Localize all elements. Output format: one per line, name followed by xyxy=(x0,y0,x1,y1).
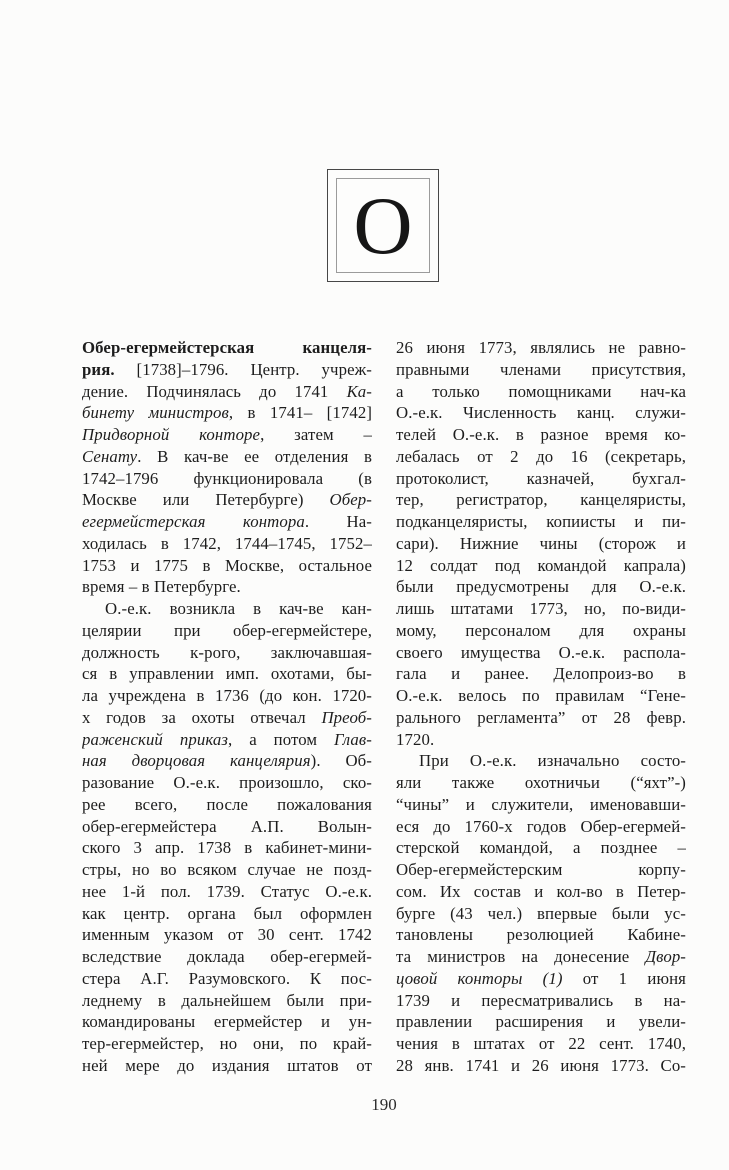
text-line xyxy=(396,663,686,685)
text-run: леднему в дальнейшем были при- xyxy=(82,990,372,1010)
text-run: Обер-егермейстерская канцеля- xyxy=(82,338,372,357)
text-run: правными членами присутствия, xyxy=(396,359,686,379)
text-line xyxy=(82,576,372,598)
text-run: 28 янв. 1741 и 26 июня 1773. Со- xyxy=(396,1055,686,1075)
text-run: тер-егермейстер, но они, по край- xyxy=(82,1034,372,1053)
text-line xyxy=(396,859,686,881)
text-line xyxy=(396,446,686,468)
text-run: Придворной конторе xyxy=(82,425,261,444)
text-run: 1720. xyxy=(396,729,435,749)
text-line xyxy=(82,794,372,816)
text-run: бурге (43 чел.) впервые были ус- xyxy=(396,903,686,923)
text-run: Ка- xyxy=(346,381,372,401)
text-line xyxy=(396,642,686,664)
text-run: обер-егермейстера А.П. Волын- xyxy=(82,816,372,836)
text-line xyxy=(82,968,372,990)
text-line xyxy=(82,381,372,403)
page-number: 190 xyxy=(371,1095,397,1114)
text-line xyxy=(396,837,686,859)
text-line xyxy=(82,555,372,577)
text-line xyxy=(82,729,372,751)
text-run: 1742–1796 функционировала (в xyxy=(82,468,372,488)
text-line xyxy=(82,837,372,859)
section-letter: О xyxy=(353,179,413,271)
text-run: 1739 и пересматривались в на- xyxy=(396,990,686,1010)
text-line xyxy=(82,511,372,533)
text-run: ходилась в 1742, 1744–1745, 1752– xyxy=(82,533,372,553)
text-line xyxy=(396,1055,686,1077)
text-run: 26 июня 1773, являлись не равно- xyxy=(396,338,686,357)
text-line xyxy=(396,424,686,446)
text-run: рия. xyxy=(82,359,115,379)
text-run: раженский приказ xyxy=(82,729,228,749)
text-run: подканцеляристы, копиисты и пи- xyxy=(396,512,686,531)
text-line xyxy=(396,729,686,751)
text-line xyxy=(82,446,372,468)
text-run: При О.-е.к. изначально состо- xyxy=(419,751,686,771)
text-line xyxy=(396,555,686,577)
text-line xyxy=(82,598,372,620)
text-run: нее 1-й пол. 1739. Статус О.-е.к. xyxy=(82,881,372,901)
text-run: , затем – xyxy=(260,425,372,444)
text-line xyxy=(396,576,686,598)
text-run: , в 1741– [1742] xyxy=(228,403,372,423)
text-line xyxy=(396,707,686,729)
text-run: лишь штатами 1773, но, по-види- xyxy=(396,599,686,618)
text-run: ная дворцовая канцелярия xyxy=(82,751,311,771)
text-line xyxy=(396,533,686,555)
text-line xyxy=(82,402,372,424)
text-line xyxy=(396,685,686,707)
text-line xyxy=(396,990,686,1012)
text-run: Двор- xyxy=(645,947,686,966)
section-letter-box xyxy=(327,169,439,282)
text-run: еся до 1760-х годов Обер-егермей- xyxy=(396,816,686,836)
text-line xyxy=(396,489,686,511)
text-run: целярии при обер-егермейстере, xyxy=(82,620,372,640)
text-line xyxy=(82,620,372,642)
text-run: как центр. органа был оформлен xyxy=(82,903,372,923)
section-letter-inner-frame xyxy=(336,178,430,273)
text-line xyxy=(82,642,372,664)
text-line xyxy=(396,620,686,642)
text-run: сом. Их состав и кол-во в Петер- xyxy=(396,881,686,901)
text-run: были предусмотрены для О.-е.к. xyxy=(396,577,686,597)
text-line xyxy=(396,511,686,533)
text-run: рального регламента” от 28 февр. xyxy=(396,707,686,727)
text-run: телей О.-е.к. в разное время ко- xyxy=(396,425,686,444)
text-run: тер, регистратор, канцеляристы, xyxy=(396,490,686,510)
text-run: стерской командой, а позднее – xyxy=(396,838,686,858)
text-line xyxy=(82,1055,372,1077)
text-run: Москве или Петербурге) xyxy=(82,490,330,510)
text-run: та министров на донесение xyxy=(396,947,646,966)
text-line xyxy=(82,359,372,381)
text-line xyxy=(82,663,372,685)
text-run: ла учреждена в 1736 (до кон. 1720- xyxy=(82,686,372,705)
text-run: 1753 и 1775 в Москве, остальное xyxy=(82,555,372,575)
text-line xyxy=(82,1011,372,1033)
text-run: своего имущества О.-е.к. распола- xyxy=(396,642,686,662)
text-run: стера А.Г. Разумовского. К пос- xyxy=(82,968,372,988)
text-line xyxy=(82,685,372,707)
text-run: время – в Петербурге. xyxy=(82,577,241,597)
text-run: ского 3 апр. 1738 в кабинет-мини- xyxy=(82,838,372,858)
text-run: стры, но во всяком случае не позд- xyxy=(82,860,372,879)
text-run: . В кач-ве ее отделения в xyxy=(137,446,372,466)
text-line xyxy=(396,924,686,946)
text-line xyxy=(82,424,372,446)
text-run: разование О.-е.к. произошло, ско- xyxy=(82,773,372,792)
text-line xyxy=(82,1033,372,1055)
text-run: дение. Подчинялась до 1741 xyxy=(82,381,347,401)
text-line xyxy=(82,816,372,838)
text-line xyxy=(396,359,686,381)
text-line xyxy=(396,1011,686,1033)
text-run: а только помощниками нач-ка xyxy=(396,381,686,401)
text-run: . На- xyxy=(304,512,372,531)
text-run: О.-е.к. велось по правилам “Гене- xyxy=(396,686,686,705)
text-line xyxy=(396,381,686,403)
text-line xyxy=(82,337,372,359)
text-run: сари). Нижние чины (сторож и xyxy=(396,533,686,553)
text-run: бинету министров xyxy=(82,403,229,423)
text-run: рее всего, после пожалования xyxy=(82,794,372,814)
text-run: мому, персоналом для охраны xyxy=(396,620,686,640)
text-line xyxy=(82,707,372,729)
text-run: [1738]–1796. Центр. учреж- xyxy=(114,359,372,379)
text-run: гала и ранее. Делопроиз-во в xyxy=(396,664,686,684)
text-run: от 1 июня xyxy=(562,968,686,988)
text-line xyxy=(82,750,372,772)
text-run: правлении расширения и увели- xyxy=(396,1012,686,1032)
text-line xyxy=(396,816,686,838)
text-line xyxy=(396,903,686,925)
text-line xyxy=(396,794,686,816)
text-run: цовой конторы (1) xyxy=(396,968,563,988)
text-run: ся в управлении имп. охотами, бы- xyxy=(82,664,372,684)
text-run: командированы егермейстер и ун- xyxy=(82,1012,372,1032)
text-run: вследствие доклада обер-егермей- xyxy=(82,947,372,966)
text-run: Обер-егермейстерским корпу- xyxy=(396,860,686,879)
text-line xyxy=(396,402,686,424)
text-line xyxy=(82,489,372,511)
text-run: , а потом xyxy=(227,729,335,749)
text-run: 12 солдат под командой капрала) xyxy=(396,555,686,575)
text-line xyxy=(82,468,372,490)
text-run: тановлены резолюцией Кабине- xyxy=(396,925,686,945)
text-line xyxy=(396,946,686,968)
text-run: чения в штатах от 22 сент. 1740, xyxy=(396,1034,686,1053)
text-line xyxy=(396,598,686,620)
text-line xyxy=(82,772,372,794)
text-run: Сенату xyxy=(82,446,138,466)
text-line xyxy=(82,990,372,1012)
text-run: протоколист, казначей, бухгал- xyxy=(396,468,686,488)
text-line xyxy=(396,968,686,990)
text-line xyxy=(396,337,686,359)
text-line xyxy=(82,924,372,946)
text-line xyxy=(82,533,372,555)
text-line xyxy=(396,881,686,903)
text-run: должность к-рого, заключавшая- xyxy=(82,642,372,662)
text-run: егермейстерская контора xyxy=(82,512,305,531)
text-line xyxy=(396,750,686,772)
text-line xyxy=(82,859,372,881)
text-run: Глав- xyxy=(334,729,372,749)
text-line xyxy=(82,903,372,925)
text-run: ней мере до издания штатов от xyxy=(82,1055,372,1075)
text-line xyxy=(396,468,686,490)
text-run: лебалась от 2 до 16 (секретарь, xyxy=(396,446,686,466)
text-line xyxy=(82,881,372,903)
text-line xyxy=(396,1033,686,1055)
text-run: Преоб- xyxy=(321,707,372,727)
text-run: ). Об- xyxy=(310,751,372,771)
text-run: х годов за охоты отвечал xyxy=(82,707,322,727)
entry-text-right-column xyxy=(396,337,686,1077)
text-run: Обер- xyxy=(329,490,372,510)
text-run: “чины” и служители, именовавши- xyxy=(396,794,686,814)
text-line xyxy=(82,946,372,968)
text-run: именным указом от 30 сент. 1742 xyxy=(82,925,372,945)
text-run: О.-е.к. возникла в кач-ве кан- xyxy=(105,599,372,618)
text-line xyxy=(396,772,686,794)
text-run: яли также охотничьи (“яхт”-) xyxy=(396,773,686,792)
entry-text-left-column xyxy=(82,337,372,1077)
text-run: О.-е.к. Численность канц. служи- xyxy=(396,403,686,423)
